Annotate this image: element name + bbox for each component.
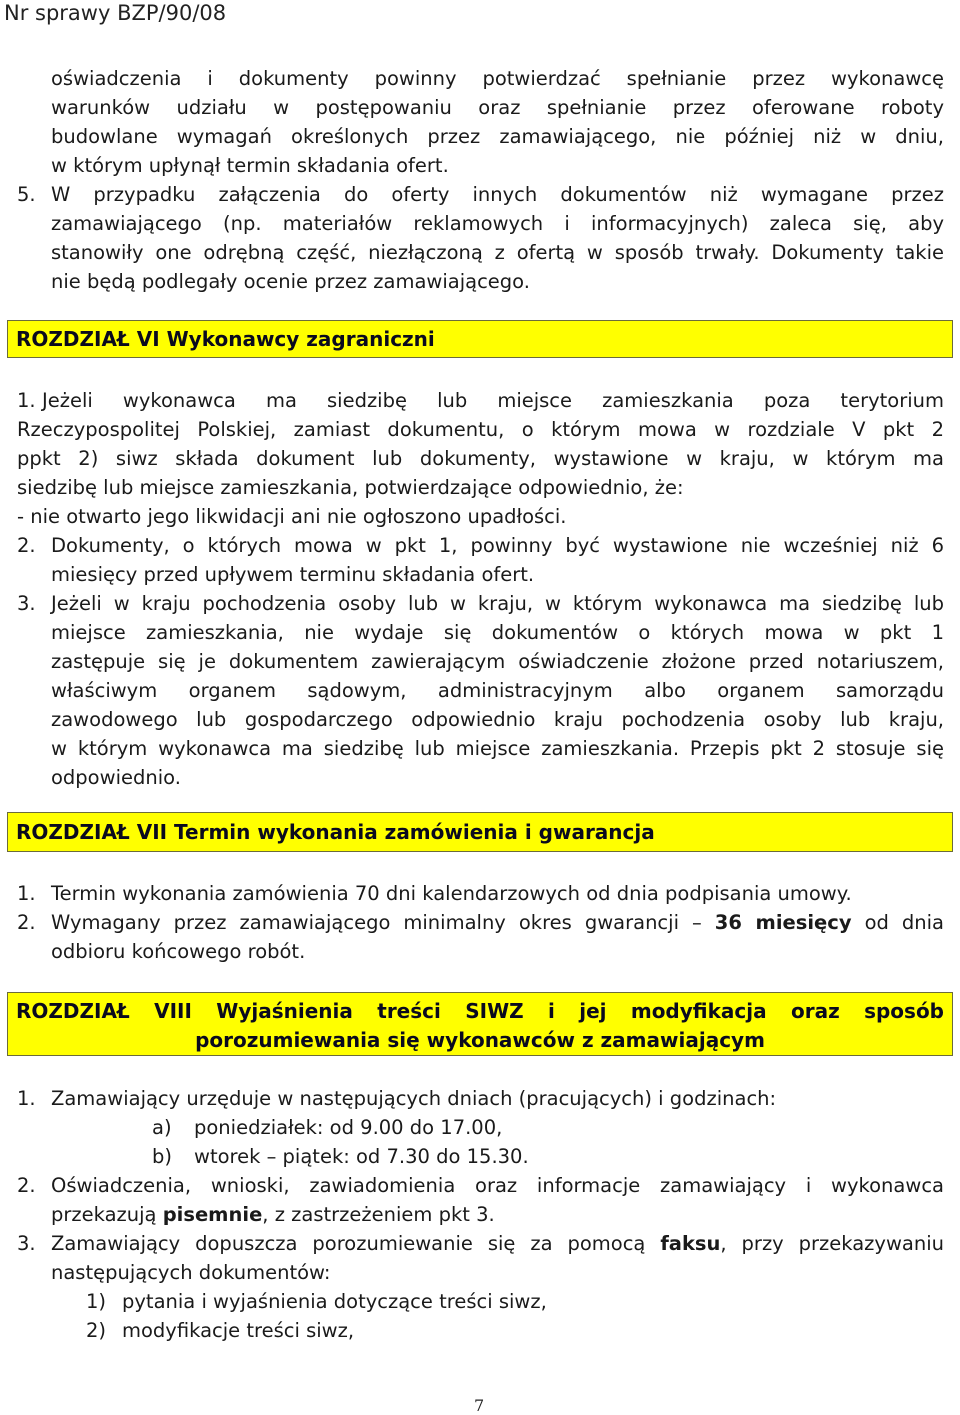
text-line: zawodowego lub gospodarczego odpowiednio kraju pochodzenia osoby lub kraju,	[51, 708, 944, 731]
text-line: Dokumenty, o których mowa w pkt 1, powinny być wystawione nie wcześniej niż 6	[51, 534, 944, 557]
text-line: nie będą podlegały ocenie przez zamawiającego.	[51, 270, 530, 293]
text-segment: Wymagany przez zamawiającego minimalny okres gwarancji	[51, 911, 679, 934]
page-number: 7	[474, 1396, 485, 1415]
text-line: Jeżeli w kraju pochodzenia osoby lub w kraju, w którym wykonawca ma siedzibę lub	[51, 592, 944, 615]
text-line: warunków udziału w postępowaniu oraz spełnianie przez oferowane roboty	[51, 96, 944, 119]
section-heading-vii: ROZDZIAŁ VII Termin wykonania zamówienia i gwarancja	[7, 812, 953, 852]
item-number: 1.	[17, 1087, 36, 1110]
sub-item-label: a)	[152, 1116, 172, 1139]
text-line: budowlane wymagań określonych przez zamawiającego, nie później niż w dniu,	[51, 125, 944, 148]
text-line: Oświadczenia, wnioski, zawiadomienia oraz informacje zamawiający i wykonawca	[51, 1174, 944, 1197]
text-line: w którym upłynął termin składania ofert.	[51, 154, 449, 177]
item-number: 2.	[17, 911, 36, 934]
text-line: Zamawiający urzęduje w następujących dniach (pracujących) i godzinach:	[51, 1087, 777, 1110]
text-line: Termin wykonania zamówienia 70 dni kalendarzowych od dnia podpisania umowy.	[51, 882, 852, 905]
text-line: oświadczenia i dokumenty powinny potwierdzać spełnianie przez wykonawcę	[51, 67, 944, 90]
text-line: stanowiły one odrębną część, niezłączoną z ofertą w sposób trwały. Dokumenty takie	[51, 241, 944, 264]
text-line: odpowiednio.	[51, 766, 181, 789]
text-segment: przekazują	[51, 1203, 157, 1226]
text-line: miejsce zamieszkania, nie wydaje się dokumentów o których mowa w pkt 1	[51, 621, 944, 644]
text-line: Rzeczypospolitej Polskiej, zamiast dokumentu, o którym mowa w rozdziale V pkt 2	[17, 418, 944, 441]
case-number-header: Nr sprawy BZP/90/08	[4, 1, 227, 25]
section-heading-vi: ROZDZIAŁ VI Wykonawcy zagraniczni	[7, 320, 953, 358]
sub-item-text: poniedziałek: od 9.00 do 17.00,	[194, 1116, 503, 1139]
sub-item-text: wtorek – piątek: od 7.30 do 15.30.	[194, 1145, 529, 1168]
text-line	[51, 908, 944, 937]
item-number: 3.	[17, 592, 36, 615]
item-number: 1.	[17, 882, 36, 905]
text-segment: od dnia	[864, 911, 944, 934]
text-line: ppkt 2) siwz składa dokument lub dokumenty, wystawione w kraju, w którym ma	[17, 447, 944, 470]
item-number: 2.	[17, 534, 36, 557]
text-line: odbioru końcowego robót.	[51, 940, 306, 963]
text-line: - nie otwarto jego likwidacji ani nie ogłoszono upadłości.	[17, 505, 567, 528]
text-line: Jeżeli wykonawca ma siedzibę lub miejsce zamieszkania poza terytorium	[42, 389, 944, 412]
text-segment: Zamawiający dopuszcza porozumiewanie się za pomocą	[51, 1232, 646, 1255]
bold-text: faksu	[660, 1232, 721, 1255]
text-line: następujących dokumentów:	[51, 1261, 331, 1284]
text-line	[51, 1229, 944, 1258]
item-number: 5.	[17, 183, 36, 206]
sub-item-label: 1)	[86, 1290, 107, 1313]
text-line: siedzibę lub miejsce zamieszkania, potwierdzające odpowiednio, że:	[17, 476, 684, 499]
heading-line: ROZDZIAŁ VIII Wyjaśnienia treści SIWZ i jej modyfikacja oraz sposób	[16, 999, 944, 1023]
section-heading-viii	[7, 992, 953, 1056]
bold-text: 36 miesięcy	[714, 911, 852, 934]
text-segment: –	[692, 911, 702, 934]
sub-item-label: 2)	[86, 1319, 107, 1342]
text-line: zamawiającego (np. materiałów reklamowych i informacyjnych) zaleca się, aby	[51, 212, 944, 235]
text-line: zastępuje się je dokumentem zawierającym oświadczenie złożone przed notariuszem,	[51, 650, 944, 673]
text-line	[51, 1200, 944, 1229]
text-line: w którym wykonawca ma siedzibę lub miejsce zamieszkania. Przepis pkt 2 stosuje się	[51, 737, 944, 760]
sub-item-text: modyfikacje treści siwz,	[122, 1319, 355, 1342]
sub-item-label: b)	[152, 1145, 172, 1168]
heading-line: porozumiewania się wykonawców z zamawiającym	[195, 1028, 765, 1052]
text-line: W przypadku załączenia do oferty innych dokumentów niż wymagane przez	[51, 183, 944, 206]
text-segment: , przy przekazywaniu	[720, 1232, 944, 1255]
text-segment: , z zastrzeżeniem pkt 3.	[262, 1203, 495, 1226]
item-number: 2.	[17, 1174, 36, 1197]
item-number: 3.	[17, 1232, 36, 1255]
text-line: właściwym organem sądowym, administracyjnym albo organem samorządu	[51, 679, 944, 702]
text-line: miesięcy przed upływem terminu składania ofert.	[51, 563, 535, 586]
bold-text: pisemnie	[162, 1203, 263, 1226]
sub-item-text: pytania i wyjaśnienia dotyczące treści siwz,	[122, 1290, 547, 1313]
item-number: 1.	[17, 389, 36, 412]
